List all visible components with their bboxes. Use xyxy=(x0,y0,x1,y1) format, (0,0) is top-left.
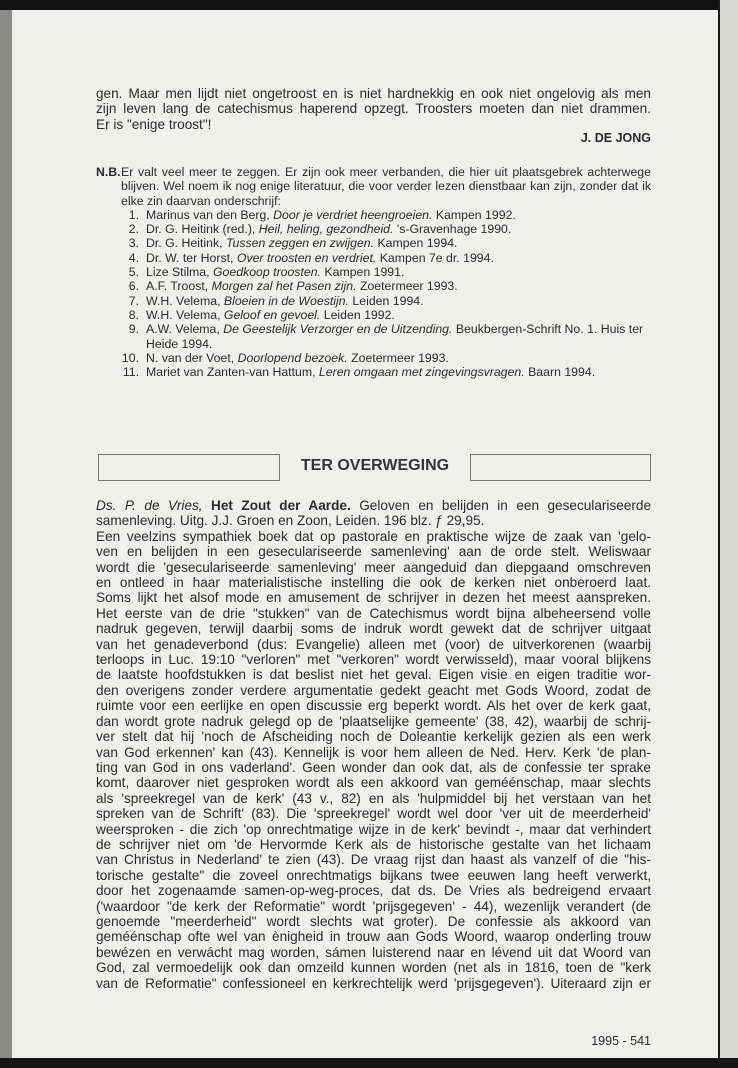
item-author: W.H. Velema, xyxy=(146,293,224,308)
item-number: 9. xyxy=(128,322,139,337)
text-line: en ontleed in haar materialistische instelling die ook de kerken niet onberoerd laat. xyxy=(96,575,651,591)
literature-item xyxy=(121,294,651,308)
item-title: Door je verdriet heengroeien. xyxy=(273,207,433,222)
text-line: ven en belijden in een geseculariseerde samenleving' aan de orde stelt. Weliswaar xyxy=(96,544,651,560)
intro-paragraph xyxy=(96,86,651,132)
text-line: nadruk gegeven, terwijl daarbij soms de indruk wordt gewekt dat de schrijver uitgaat xyxy=(96,621,651,637)
literature-item xyxy=(121,322,651,351)
text-line: terloops in Luc. 19:10 "verloren" met "verkoren" wordt verwisseld), maar vooral blijkens xyxy=(96,652,651,668)
text-line: God, zal vermoedelijk ook dan omzeild kunnen worden (net als in 1816, toen de "kerk xyxy=(96,960,651,976)
item-title: Heil, heling, gezondheid. xyxy=(258,222,394,237)
text-line: weersproken - die zich 'op onrechtmatige wijze in de kerk' bevindt -, maar dat verhindert xyxy=(96,821,651,837)
literature-item xyxy=(121,222,651,236)
item-title: Leren omgaan met zingevingsvragen. xyxy=(318,365,525,380)
literature-item xyxy=(121,265,651,279)
item-author: Lize Stilma, xyxy=(146,265,213,280)
text-line: ting van God in ons vaderland'. Geen wonder dan ook dat, als de confessie ter sprake xyxy=(96,759,651,775)
text-line: van de Reformatie" confessioneel en kerkrechtelijk werd 'prijsgegeven'). Uiteraard zijn er xyxy=(96,975,651,991)
page-number: 1995 - 541 xyxy=(591,1034,651,1048)
item-number: 11. xyxy=(122,365,139,380)
review-author: Ds. P. de Vries, xyxy=(96,498,203,513)
text-line: genoemde "meerderheid" wordt slechts wat groter). De confessie als akkoord van xyxy=(96,913,651,929)
heading-rule-box-right xyxy=(470,454,651,481)
review-book-title: Het Zout der Aarde. xyxy=(211,498,351,513)
text-line: ver stelt dat hij 'noch de Afscheiding noch de Doleantie kerkelijk gezien als een werk xyxy=(96,729,651,745)
book-review xyxy=(96,498,651,991)
item-author: W.H. Velema, xyxy=(146,307,224,322)
review-subtitle: Geloven en belijden in een geseculariseerde xyxy=(359,498,652,513)
text-line: van het genadeverbond (dus: Evangelie) alleen met (voor) de uitverkorenen (waarbij xyxy=(96,636,651,652)
nb-note xyxy=(96,165,651,379)
text-line: Het eerste van de drie "stukken" van de Catechismus wordt bijna albeheersend volle xyxy=(96,605,651,621)
text-line: gen. Maar men lijdt niet ongetroost en is niet hardnekkig en ook niet ongelovig als men xyxy=(96,86,651,101)
text-line: wordt die 'geseculariseerde samenleving' meer aangeduid dan diepgaand omschreven xyxy=(96,559,651,575)
heading-rule-box-left xyxy=(98,454,280,481)
text-line: van God erkennen' kan (43). Kennelijk is voor hem alleen de Ned. Herv. Kerk 'de plan- xyxy=(96,744,651,760)
text-line: de schrijver niet om 'de Hervormde Kerk als de historische gestalte van het lichaam xyxy=(96,836,651,852)
item-details: Zoetermeer 1993. xyxy=(347,350,449,365)
author-signature: J. DE JONG xyxy=(580,131,651,145)
item-author: Marinus van den Berg, xyxy=(146,207,274,222)
item-details: Beukbergen-Schrift No. 1. Huis ter Heide 1994. xyxy=(146,322,644,351)
item-author: Dr. W. ter Horst, xyxy=(146,250,237,265)
text-line: bewézen en verwácht mag worden, sámen luisterend naar en lévend uit dat Woord van xyxy=(96,944,651,960)
text-line: dan wordt grote nadruk gelegd op de 'plaatselijke gemeente' (38, 42), waarbij de schrij- xyxy=(96,713,651,729)
text-line: spreken van de Schrift' (83). Die 'spreekregel' wordt wel door 'ver uit de meerderheid' xyxy=(96,806,651,822)
item-number: 7. xyxy=(128,293,139,308)
text-line: door het zogenaamde samen-op-weg-proces, dat ds. De Vries als bedreigend ervaart xyxy=(96,883,651,899)
item-details: Baarn 1994. xyxy=(524,365,596,380)
text-line: komt, daarover niet gesproken wordt als een akkoord van geméénschap, maar slechts xyxy=(96,775,651,791)
item-title: Morgen zal het Pasen zijn. xyxy=(211,279,357,294)
text-line: als 'spreekregel van de kerk' (43 v., 82) en als 'hulpmiddel bij het verstaan van het xyxy=(96,790,651,806)
literature-list xyxy=(121,208,651,380)
literature-item xyxy=(121,208,651,222)
item-author: N. van der Voet, xyxy=(146,350,238,365)
text-line: van Christus in Nederland' te zien (43). De vraag rijst dan haast als vanzelf of die "his- xyxy=(96,852,651,868)
item-details: Kampen 7e dr. 1994. xyxy=(376,250,494,265)
item-details: Leiden 1992. xyxy=(320,307,395,322)
item-number: 5. xyxy=(128,265,139,280)
literature-item xyxy=(121,251,651,265)
item-number: 6. xyxy=(128,279,139,294)
section-heading: TER OVERWEGING xyxy=(300,457,450,474)
item-title: De Geestelijk Verzorger en de Uitzending. xyxy=(223,322,453,337)
scan-border-top xyxy=(0,0,738,10)
item-title: Bloeien in de Woestijn. xyxy=(223,293,349,308)
text-line: Er is "enige troost"! xyxy=(96,116,212,132)
text-line: Een veelzins sympathiek boek dat op pastorale en praktische wijze de zaak van 'gelo- xyxy=(96,528,651,544)
literature-item xyxy=(121,351,651,365)
text-line: Soms lijkt het alsof mode en amusement de schrijver in dezen het meest aanspreken. xyxy=(96,590,651,606)
text-line: den overigens zonder verdere argumentatie gedekt geacht met Gods Woord, zodat de xyxy=(96,682,651,698)
review-citation xyxy=(96,498,651,513)
item-number: 2. xyxy=(128,222,139,237)
text-line: torische gestalte" die zoveel onrechtmatigs bijkans twee eeuwen lang heeft verwerkt, xyxy=(96,867,651,883)
text-line: zijn leven lang de catechismus haperend opzegt. Troosters moeten dan niet drammen. xyxy=(96,101,651,117)
item-details: Kampen 1991. xyxy=(321,265,405,280)
item-title: Tussen zeggen en zwijgen. xyxy=(225,236,375,251)
item-title: Over troosten en verdriet. xyxy=(236,250,377,265)
item-author: A.F. Troost, xyxy=(146,279,212,294)
item-title: Geloof en gevoel. xyxy=(223,307,321,322)
literature-item xyxy=(121,279,651,293)
literature-item xyxy=(121,308,651,322)
scan-border-right xyxy=(718,0,738,1068)
item-number: 1. xyxy=(128,207,139,222)
item-author: Dr. G. Heitink, xyxy=(146,236,226,251)
item-title: Doorlopend bezoek. xyxy=(237,350,348,365)
item-number: 4. xyxy=(128,250,139,265)
item-details: 's-Gravenhage 1990. xyxy=(393,222,512,237)
item-number: 3. xyxy=(128,236,139,251)
item-details: Kampen 1994. xyxy=(374,236,458,251)
text-line: de laatste hoofdstukken is dat beslist niet het geval. Eigen visie en eigen traditie wor- xyxy=(96,667,651,683)
item-number: 10. xyxy=(121,350,139,365)
text-line: ('waardoor "de kerk der Reformatie" wordt 'prijsgegeven' - 44), wezenlijk verandert (de xyxy=(96,898,651,914)
review-publication: samenleving. Uitg. J.J. Groen en Zoon, Leiden. 196 blz. ƒ 29,95. xyxy=(96,513,485,529)
item-details: Leiden 1994. xyxy=(349,293,424,308)
item-author: Dr. G. Heitink (red.), xyxy=(146,222,259,237)
item-details: Kampen 1992. xyxy=(432,207,516,222)
item-author: Mariet van Zanten-van Hattum, xyxy=(146,365,319,380)
nb-label: N.B. xyxy=(96,165,121,179)
item-title: Goedkoop troosten. xyxy=(212,265,321,280)
text-line: geméénschap ofte wel van ènigheid in trouw aan Gods Woord, waarop onderling trouw xyxy=(96,929,651,945)
literature-item xyxy=(121,365,651,379)
item-details: Zoetermeer 1993. xyxy=(356,279,458,294)
nb-text: Er valt veel meer te zeggen. Er zijn ook meer verbanden, die hier uit plaatsgebrek achterwege blijven. Wel noem ik nog enige literatuur, die voor verder lezen dienstbaar kan zijn, zonder dat ik elke zin daarvan onderschrijf: xyxy=(121,165,651,208)
scan-border-bottom xyxy=(0,1058,738,1068)
literature-item xyxy=(121,236,651,250)
item-author: A.W. Velema, xyxy=(146,322,224,337)
text-line: ruimte voor een eerlijke en open discussie erg beperkt wordt. Als het over de kerk gaat, xyxy=(96,698,651,714)
item-number: 8. xyxy=(128,307,139,322)
